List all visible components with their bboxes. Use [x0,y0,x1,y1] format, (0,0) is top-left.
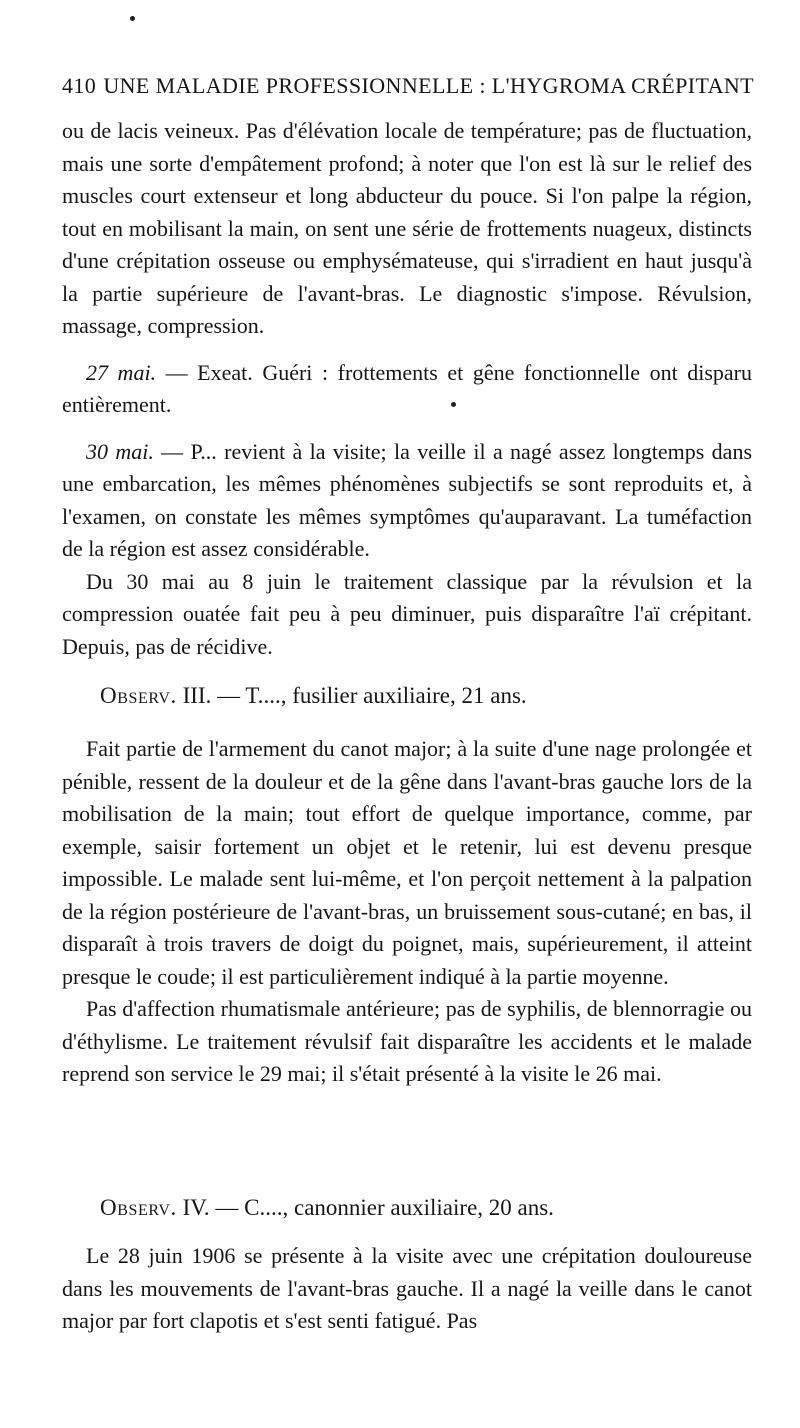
paragraph: Pas d'affection rhumatismale antérieure; pas de syphilis, de blennorragie ou d'éthylisme. Le traitement révulsif fait disparaître les accidents et le malade reprend son service le 29 mai; il s'était présenté à la visite le 26 mai. [62,996,752,1086]
paragraph: Le 28 juin 1906 se présente à la visite avec une crépitation douloureuse dans les mouvements de l'avant-bras gauche. Il a nagé la veille dans le canot major par fort clapotis et s'est senti fatigué. Pas [62,1243,752,1333]
observation-title: III. — T...., fusilier auxiliaire, 21 ans. [176,683,527,708]
text-block-observation-ii-end [62,115,752,663]
paragraph: Fait partie de l'armement du canot major; à la suite d'une nage prolongée et pénible, ressent de la douleur et de la gêne dans l'avant-bras gauche lors de la mobilisation de la main; tout effort de quelque importance, comme, par exemple, saisir fortement un objet et le retenir, lui est devenu presque impossible. Le malade sent lui-même, et l'on perçoit nettement à la palpation de la région postérieure de l'avant-bras, un bruissement sous-cutané; en bas, il disparaît à trois travers de doigt du poignet, mais, supérieurement, il atteint presque le coude; il est particulièrement indiqué à la partie moyenne. [62,736,752,989]
print-speck [130,16,135,21]
text-block-observation-iv [62,1240,752,1338]
running-header [62,73,754,99]
date-label: 27 mai. [86,359,157,385]
observation-heading-iii [100,680,750,712]
observation-title: IV. — C...., canonnier auxiliaire, 20 ans. [176,1195,554,1220]
page-number: 410 [62,73,97,98]
paragraph [62,436,752,566]
observation-label: Observ. [100,1195,177,1220]
text-block-observation-iii [62,733,752,1091]
paragraph-text: — Exeat. Guéri : frottements et gêne fonctionnelle ont disparu entièrement. [62,359,753,417]
paragraph [62,357,752,422]
observation-label: Observ. [100,683,177,708]
paragraph: ou de lacis veineux. Pas d'élévation locale de température; pas de fluctuation, mais une sorte d'empâtement profond; à noter que l'on est là sur le relief des muscles court extenseur et long abducteur du pouce. Si l'on palpe la région, tout en mobilisant la main, on sent une série de frottements nuageux, distincts d'une crépitation osseuse ou emphysémateuse, qui s'irradient en haut jusqu'à la partie supérieure de l'avant-bras. Le diagnostic s'impose. Révulsion, massage, compression. [62,118,752,338]
observation-heading-iv [100,1192,750,1224]
paragraph-text: — P... revient à la visite; la veille il a nagé assez longtemps dans une embarcation, les mêmes phénomènes subjectifs se sont reproduits et, à l'examen, on constate les mêmes symptômes qu'auparavant. La tuméfaction de la région est assez considérable. [62,438,753,561]
paragraph: Du 30 mai au 8 juin le traitement classique par la révulsion et la compression ouatée fait peu à peu diminuer, puis disparaître l'aï crépitant. Depuis, pas de récidive. [62,568,752,659]
running-title: UNE MALADIE PROFESSIONNELLE : L'HYGROMA CRÉPITANT [103,73,754,98]
date-label: 30 mai. [86,438,154,464]
